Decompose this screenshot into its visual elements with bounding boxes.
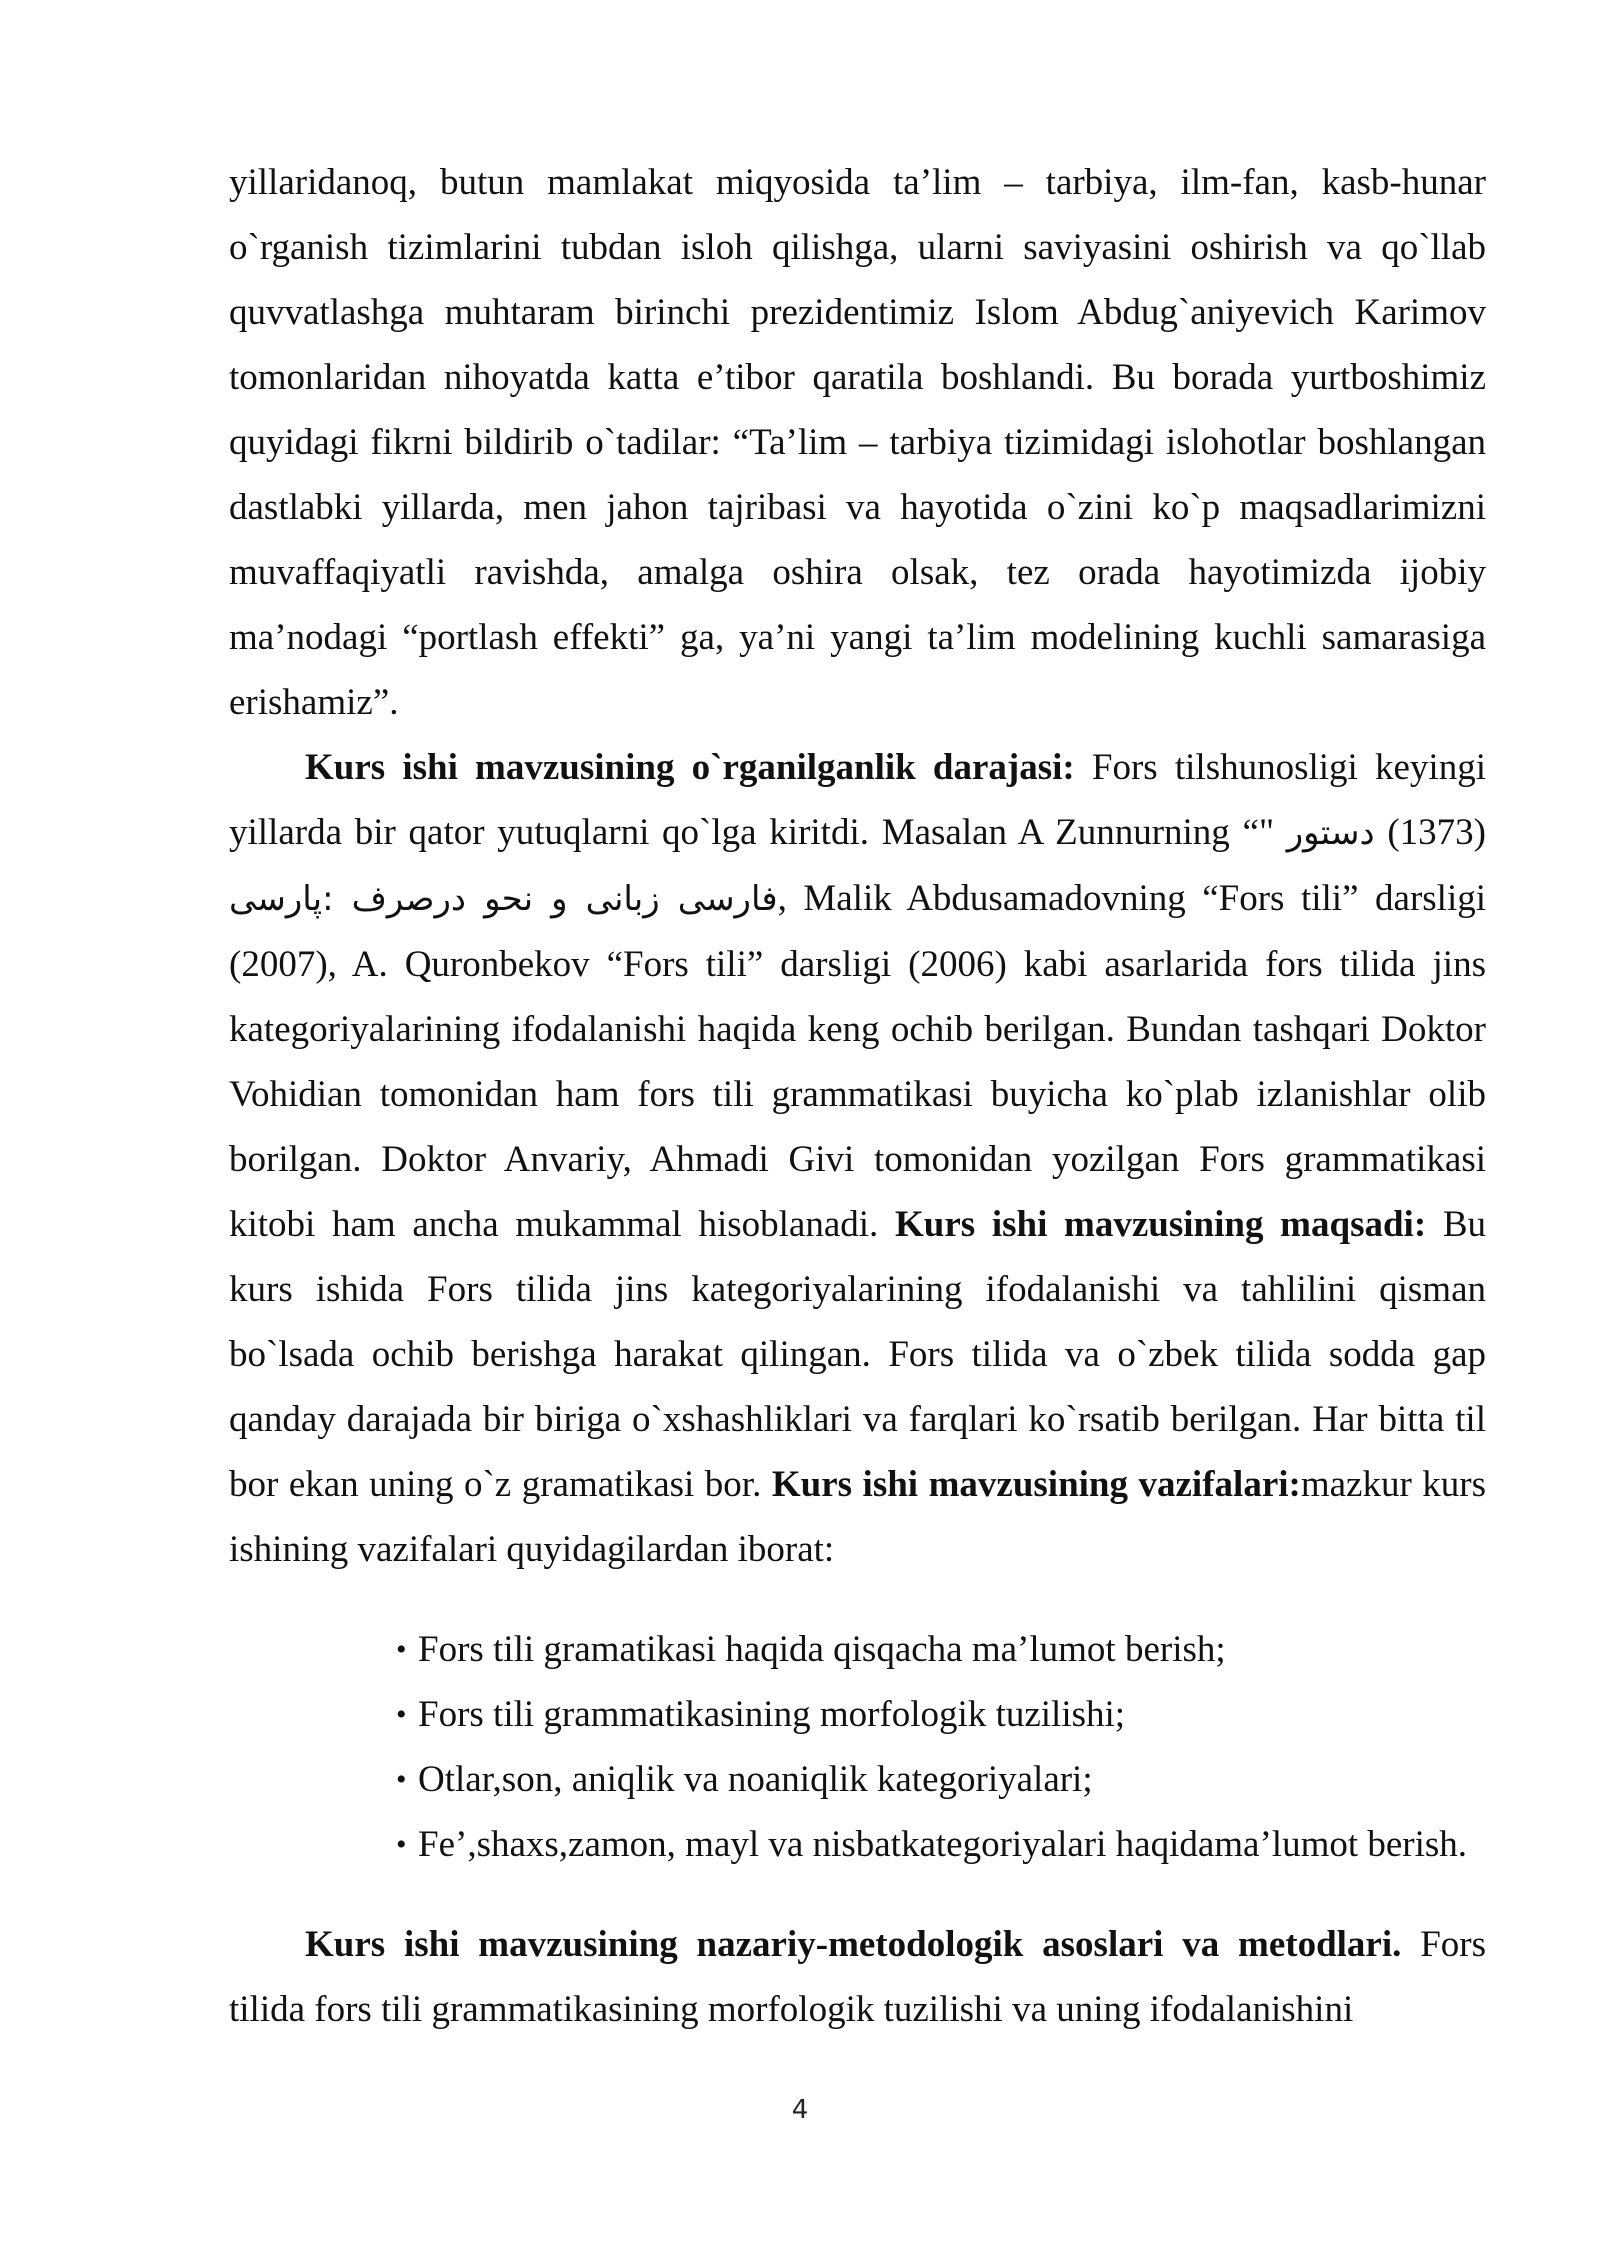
methodology-paragraph bbox=[229, 1912, 1486, 2042]
task-text: Fors tili gramatikasi haqida qisqacha ma’lumot berish; bbox=[418, 1629, 1226, 1670]
research-level-paragraph bbox=[229, 735, 1486, 1582]
goal-text: Bu kurs ishida Fors tilida jins kategoriyalarining ifodalanishi va tahlilini qisman bo`lsada ochib berishga harakat qilingan. Fors tilida va o`zbek tilida sodda gap qanday darajada bir biriga o`xshashliklari va farqlari ko`rsatib berilgan. Har bitta til bor ekan uning o`z gramatikasi bor. bbox=[229, 1204, 1487, 1505]
methodology-heading: Kurs ishi mavzusining nazariy-metodologik asoslari va metodlari. bbox=[305, 1924, 1402, 1965]
research-level-heading: Kurs ishi mavzusining o`rganilganlik darajasi: bbox=[305, 747, 1075, 788]
bullet-icon: • bbox=[396, 1698, 407, 1731]
tasks-list bbox=[229, 1617, 1486, 1877]
bullet-icon: • bbox=[396, 1828, 407, 1861]
tasks-intro-text: mazkur kurs ishining vazifalari quyidagilardan iborat: bbox=[229, 1464, 1487, 1570]
task-text: Otlar,son, aniqlik va noaniqlik kategoriyalari; bbox=[418, 1759, 1093, 1800]
persian-title-b: فارسی زبانی و نحو درصرف :پارسی bbox=[229, 879, 778, 919]
page-body bbox=[229, 150, 1486, 2042]
task-text: Fors tili grammatikasining morfologik tuzilishi; bbox=[418, 1694, 1126, 1735]
task-item bbox=[396, 1747, 1486, 1812]
methodology-text: Fors tilida fors tili grammatikasining morfologik tuzilishi va uning ifodalanishini bbox=[229, 1924, 1486, 2030]
research-level-text-a: Fors tilshunosligi keyingi yillarda bir qator yutuqlarni qo`lga kiritdi. Masalan A Zunnurning “" bbox=[229, 747, 1486, 853]
bullet-icon: • bbox=[396, 1763, 407, 1796]
goal-heading: Kurs ishi mavzusining maqsadi: bbox=[895, 1204, 1427, 1245]
task-text: Fe’,shaxs,zamon, mayl va nisbatkategoriyalari haqidama’lumot berish. bbox=[418, 1824, 1468, 1865]
tasks-heading: Kurs ishi mavzusining vazifalari: bbox=[771, 1464, 1301, 1505]
bullet-icon: • bbox=[396, 1633, 407, 1666]
task-item bbox=[396, 1812, 1486, 1877]
persian-title-a: دستور bbox=[1286, 813, 1375, 853]
research-level-text-c: , Malik Abdusamadovning “Fors tili” darsligi (2007), A. Quronbekov “Fors tili” darsligi (2006) kabi asarlarida fors tilida jins kategoriyalarining ifodalanishi haqida keng ochib berilgan. Bundan tashqari Doktor Vohidian tomonidan ham fors tili grammatikasi buyicha ko`plab izlanishlar olib borilgan. Doktor Anvariy, Ahmadi Givi tomonidan yozilgan Fors grammatikasi kitobi ham ancha mukammal hisoblanadi. bbox=[229, 878, 1486, 1245]
intro-paragraph: yillaridanoq, butun mamlakat miqyosida ta’lim – tarbiya, ilm-fan, kasb-hunar o`rganish tizimlarini tubdan isloh qilishga, ularni saviyasini oshirish va qo`llab quvvatlashga muhtaram birinchi prezidentimiz Islom Abdug`aniyevich Karimov tomonlaridan nihoyatda katta e’tibor qaratila boshlandi. Bu borada yurtboshimiz quyidagi fikrni bildirib o`tadilar: “Ta’lim – tarbiya tizimidagi islohotlar boshlangan dastlabki yillarda, men jahon tajribasi va hayotida o`zini ko`p maqsadlarimizni muvaffaqiyatli ravishda, amalga oshira olsak, tez orada hayotimizda ijobiy ma’nodagi “portlash effekti” ga, ya’ni yangi ta’lim modelining kuchli samarasiga erishamiz”. bbox=[229, 162, 1486, 723]
task-item bbox=[396, 1682, 1486, 1747]
page-number: 4 bbox=[791, 2095, 809, 2125]
research-level-text-b: (1373) bbox=[1374, 812, 1486, 853]
task-item bbox=[396, 1617, 1486, 1682]
